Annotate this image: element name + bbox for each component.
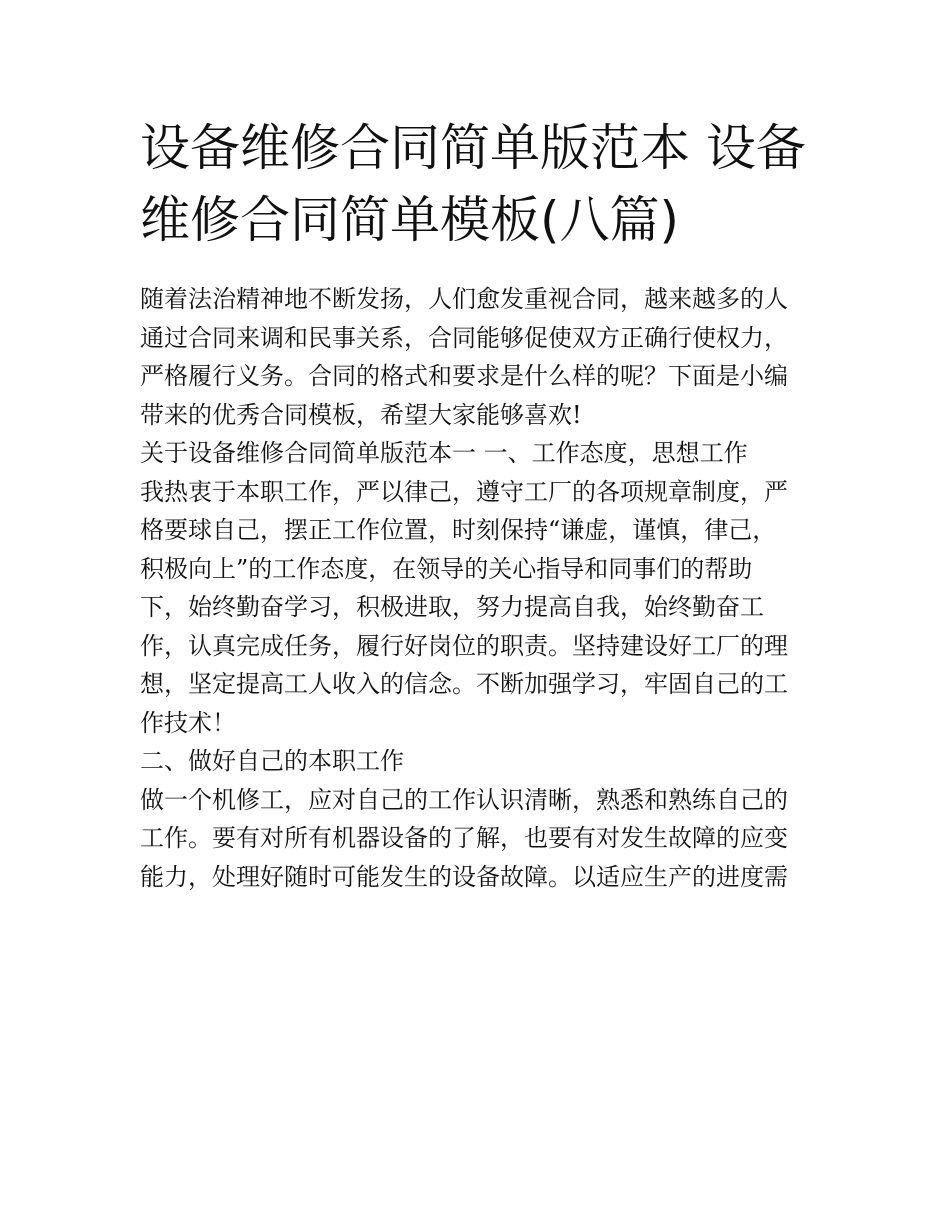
body-line: 工作。要有对所有机器设备的了解，也要有对发生故障的应变	[140, 824, 788, 852]
document-body	[140, 280, 820, 896]
body-line: 下，始终勤奋学习，积极进取，努力提高自我，始终勤奋工	[140, 593, 764, 621]
body-line: 严格履行义务。合同的格式和要求是什么样的呢？下面是小编	[140, 362, 788, 390]
body-line: 做一个机修工，应对自己的工作认识清晰，熟悉和熟练自己的	[140, 785, 788, 814]
document-title	[140, 112, 820, 256]
body-line: 格要球自己，摆正工作位置，时刻保持“谦虚，谨慎，律己，	[140, 516, 777, 544]
body-line: 我热衷于本职工作，严以律己，遵守工厂的各项规章制度，严	[140, 477, 788, 506]
body-line: 通过合同来调和民事关系，合同能够促使双方正确行使权力，	[140, 323, 788, 352]
body-line: 积极向上”的工作态度，在领导的关心指导和同事们的帮助	[140, 554, 753, 583]
title-line-2: 维修合同简单模板(八篇)	[140, 191, 680, 249]
body-line: 能力，处理好随时可能发生的设备故障。以适应生产的进度需	[140, 862, 788, 891]
body-line: 随着法治精神地不断发扬，人们愈发重视合同，越来越多的人	[140, 285, 788, 313]
body-line: 作技术！	[140, 708, 236, 737]
section-heading-line: 关于设备维修合同简单版范本一 一、工作态度，思想工作	[140, 439, 748, 467]
body-line: 带来的优秀合同模板，希望大家能够喜欢!	[140, 400, 582, 429]
title-line-1: 设备维修合同简单版范本 设备	[140, 119, 806, 177]
body-line: 作，认真完成任务，履行好岗位的职责。坚持建设好工厂的理	[140, 631, 788, 660]
body-line: 想，坚定提高工人收入的信念。不断加强学习，牢固自己的工	[140, 670, 788, 698]
section-heading-line: 二、做好自己的本职工作	[140, 747, 404, 775]
